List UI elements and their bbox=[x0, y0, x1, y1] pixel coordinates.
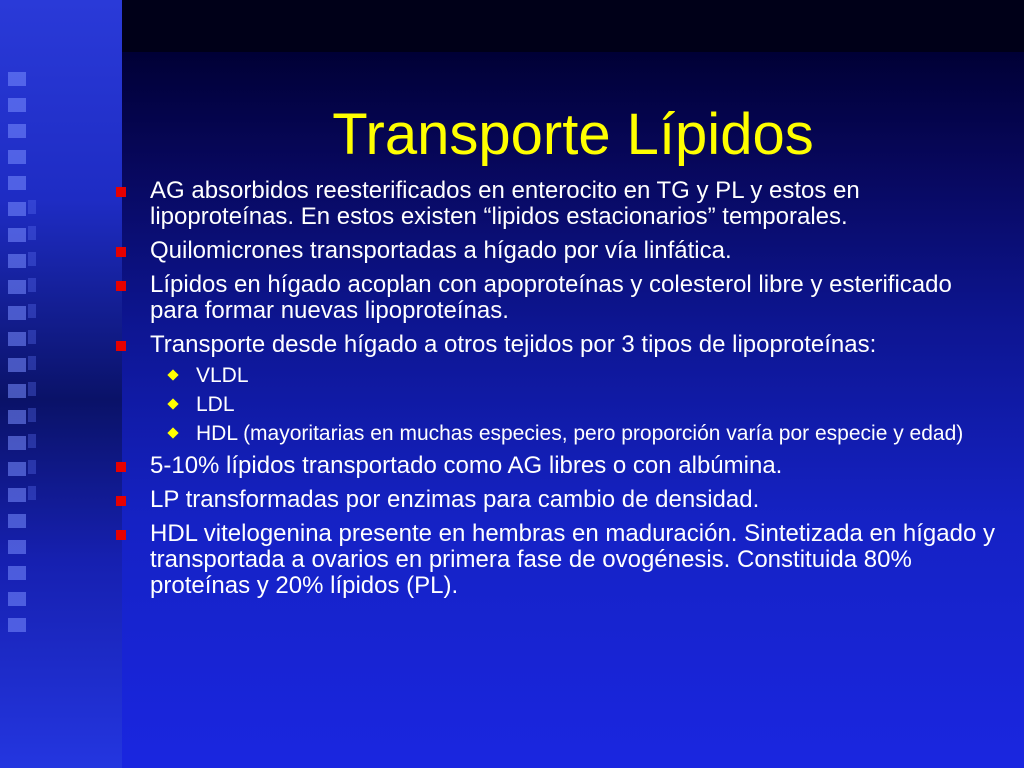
slide-title: Transporte Lípidos bbox=[332, 102, 814, 167]
yellow-diamond-bullet-icon bbox=[167, 398, 178, 409]
bullet-text: LP transformadas por enzimas para cambio de densidad. bbox=[150, 486, 760, 513]
bullet-list bbox=[110, 178, 1000, 607]
sub-bullet-item bbox=[150, 393, 1000, 416]
sub-bullet-item bbox=[150, 422, 1000, 445]
bullet-text: Transporte desde hígado a otros tejidos por 3 tipos de lipoproteínas: bbox=[150, 331, 877, 358]
decorative-squares-secondary bbox=[28, 200, 36, 500]
sub-bullet-text: LDL bbox=[196, 393, 235, 416]
bullet-item bbox=[110, 238, 1000, 264]
bullet-text: HDL vitelogenina presente en hembras en maduración. Sintetizada en hígado y transportada a ovarios en primera fase de ovogénesis. Constituida 80% proteínas y 20% lípidos (PL). bbox=[150, 520, 995, 599]
red-square-bullet-icon bbox=[116, 462, 126, 472]
yellow-diamond-bullet-icon bbox=[167, 427, 178, 438]
left-decorative-strip bbox=[0, 0, 122, 768]
bullet-text: AG absorbidos reesterificados en enterocito en TG y PL y estos en lipoproteínas. En estos existen “lipidos estacionarios” temporales. bbox=[150, 177, 860, 230]
bullet-text: Lípidos en hígado acoplan con apoproteínas y colesterol libre y esterificado para formar nuevas lipoproteínas. bbox=[150, 271, 952, 324]
bullet-text: Quilomicrones transportadas a hígado por vía linfática. bbox=[150, 237, 732, 264]
bullet-item bbox=[110, 272, 1000, 324]
red-square-bullet-icon bbox=[116, 247, 126, 257]
bullet-item bbox=[110, 453, 1000, 479]
bullet-text: 5-10% lípidos transportado como AG libres o con albúmina. bbox=[150, 452, 783, 479]
bullet-item bbox=[110, 178, 1000, 230]
red-square-bullet-icon bbox=[116, 281, 126, 291]
bullet-item bbox=[110, 332, 1000, 445]
red-square-bullet-icon bbox=[116, 530, 126, 540]
bullet-item bbox=[110, 487, 1000, 513]
decorative-squares bbox=[8, 72, 26, 632]
sub-bullet-list bbox=[150, 364, 1000, 445]
bullet-item bbox=[110, 521, 1000, 599]
red-square-bullet-icon bbox=[116, 341, 126, 351]
sub-bullet-text: HDL (mayoritarias en muchas especies, pero proporción varía por especie y edad) bbox=[196, 422, 964, 445]
sub-bullet-text: VLDL bbox=[196, 364, 249, 387]
red-square-bullet-icon bbox=[116, 496, 126, 506]
red-square-bullet-icon bbox=[116, 187, 126, 197]
top-band bbox=[122, 0, 1024, 52]
sub-bullet-item bbox=[150, 364, 1000, 387]
yellow-diamond-bullet-icon bbox=[167, 369, 178, 380]
